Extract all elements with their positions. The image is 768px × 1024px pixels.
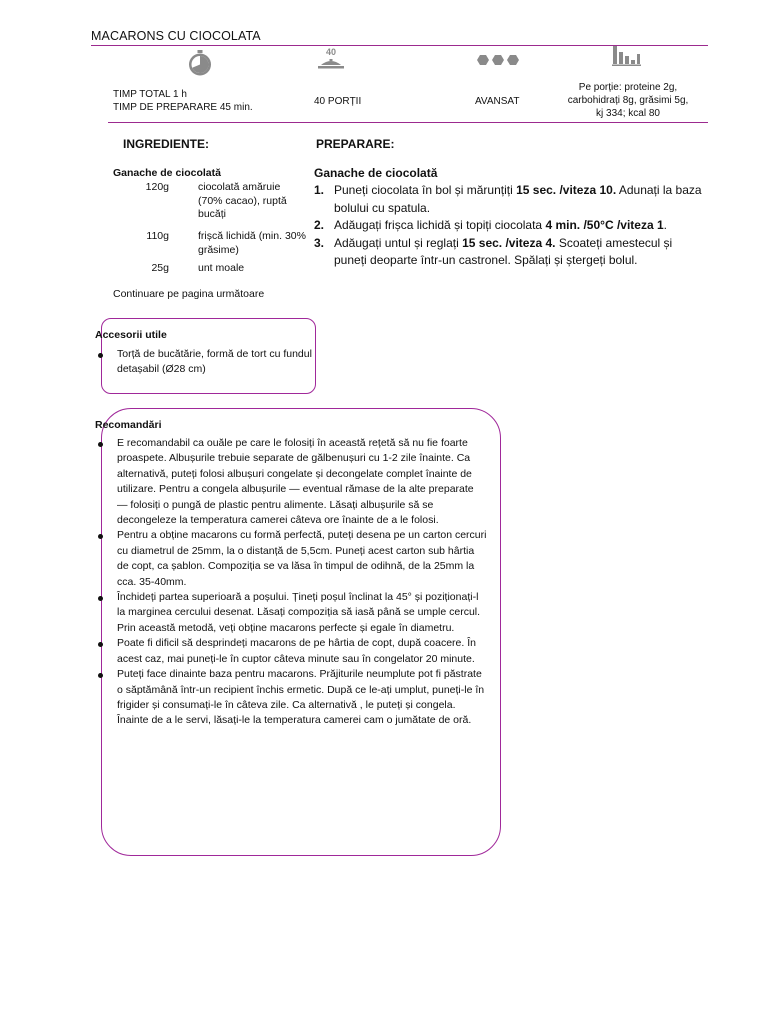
- difficulty-level: AVANSAT: [475, 96, 520, 107]
- recommendation-item: [117, 528, 487, 590]
- step-text: Adăugați frișca lichidă și topiți ciocolata: [334, 218, 546, 232]
- ingredient-desc-line: frișcă lichidă (min. 30%: [198, 230, 306, 242]
- recommendation-text: Poate fi dificil să desprindeți macarons de pe hârtia de copt, după coacere. În acest caz, mai puneți-le în cuptor câteva minute sau în congelator 20 minute.: [117, 637, 476, 665]
- step-text: .: [663, 218, 667, 232]
- ingredient-row: [123, 181, 323, 225]
- ingredient-qty: 120g: [145, 181, 169, 193]
- header-bottom-rule: [108, 122, 708, 123]
- time-prep: TIMP DE PREPARARE 45 min.: [113, 102, 253, 113]
- step-text: Scoateți amestecul și puneți deoparte într-un castronel. Spălați și ștergeți bolul.: [334, 235, 673, 267]
- step-setting: 15 sec. /viteza 10.: [516, 183, 617, 197]
- recommendation-text: Închideți partea superioară a poșului. Țineți poșul înclinat la 45° și poziționați-l la marginea cercului desenat. Lăsați compoziția să iasă până se umple cercul. Prin această metodă, veți obține macarons perfecte și egale în diametru.: [117, 591, 481, 634]
- preparation-step: [314, 235, 704, 270]
- nutrition-line-3: kj 334; kcal 80: [596, 108, 660, 119]
- servings-icon-number: 40: [325, 47, 336, 57]
- ingredient-desc-line: grăsime): [198, 243, 239, 256]
- continuation-note: Continuare pe pagina următoare: [113, 288, 265, 300]
- step-text: Adunați la baza bolului cu spatula.: [334, 183, 702, 215]
- recipe-title: MACARONS CU CIOCOLATA: [91, 29, 261, 43]
- recommendation-text: Pentru a obține macarons cu formă perfectă, puteți desena pe un carton cercuri cu diametrul de 25mm, la o distanță de 5,5cm. Puneți acest carton sub hârtia de copt, ca șablon. Compoziția se va lăsa în timpul de odihnă, de la 25mm la cca. 35-40mm.: [117, 529, 487, 588]
- step-number: 3.: [314, 235, 325, 250]
- ingredient-row: [123, 230, 323, 260]
- preparation-step: [314, 182, 704, 217]
- preparation-steps: [314, 182, 704, 270]
- recommendation-item: [117, 667, 487, 729]
- ingredient-qty: 110g: [146, 230, 169, 242]
- nutrition-info: [560, 81, 696, 120]
- ingredient-desc: [198, 181, 320, 222]
- recommendation-text: Puteți face dinainte baza pentru macarons. Prăjiturile neumplute pot fi păstrate o săptămână într-un recipient închis ermetic. După ce le-ați umplut, puneți-le în frigider și consumați-le în câteva zile. Ca alternativă , le puteți și congela. Înainte de a le servi, lăsați-le la temperatura camerei cam o jumătate de oră.: [117, 668, 485, 727]
- recommendations-title: Recomandări: [95, 419, 162, 431]
- step-text: Puneți ciocolata în bol și mărunțiți: [334, 183, 517, 197]
- bullet-icon: [98, 353, 103, 358]
- ingredient-desc-line: unt moale: [198, 262, 245, 274]
- nutrition-line-2: carbohidrați 8g, grăsimi 5g,: [567, 95, 689, 106]
- step-text: Adăugați untul și reglați: [334, 235, 463, 250]
- recommendation-item: [117, 636, 487, 667]
- nutrition-line-1: Pe porție: proteine 2g,: [578, 82, 678, 93]
- ingredient-desc-line: (70% cacao), ruptă: [198, 194, 287, 207]
- ingredients-subheading: Ganache de ciocolată: [113, 167, 221, 179]
- time-total: TIMP TOTAL 1 h: [113, 89, 187, 100]
- ingredient-desc-line: bucăți: [198, 208, 227, 220]
- preparation-subheading: Ganache de ciocolată: [314, 166, 438, 180]
- ingredient-desc: [198, 230, 320, 257]
- recommendations-list: [117, 436, 487, 729]
- step-number: 1.: [314, 183, 325, 197]
- preparation-step: [314, 217, 704, 235]
- timer-icon: [186, 49, 214, 77]
- accessory-item: [117, 347, 317, 378]
- nutrition-icon: [611, 45, 641, 67]
- accessories-title: Accesorii utile: [95, 329, 167, 341]
- ingredient-row: [123, 262, 323, 278]
- step-setting: 4 min. /50°C /viteza 1: [545, 218, 664, 232]
- step-number: 2.: [314, 218, 325, 232]
- servings-count: 40 PORȚII: [314, 96, 362, 107]
- recommendation-item: [117, 436, 487, 528]
- preparation-heading: PREPARARE:: [316, 137, 395, 151]
- ingredient-desc: [198, 262, 320, 276]
- servings-icon: [316, 47, 346, 73]
- step-setting: 15 sec. /viteza 4.: [462, 235, 556, 250]
- time-info: [113, 88, 253, 114]
- ingredient-desc-line: ciocolată amăruie: [198, 181, 281, 193]
- recommendation-text: E recomandabil ca ouăle pe care le folosiți în această rețetă să nu fie foarte proaspete. Albușurile trebuie separate de gălbenușuri cu 1-2 zile înainte. Ca alternativă, puteți folosi albușuri congelate și decongelate complet înainte de utilizare. Pentru a congela albușurile — eventual rămase de la alte preparate — folosiți o pungă de plastic pentru alimente. Lăsați albușurile să se decongeleze la temperatura camerei câteva ore înainte de a le folosi.: [117, 437, 474, 527]
- ingredient-qty: 25g: [151, 262, 169, 274]
- bullet-icon: [98, 442, 103, 447]
- difficulty-icon: [475, 53, 523, 67]
- accessory-text: Torță de bucătărie, formă de tort cu fundul detașabil (Ø28 cm): [117, 348, 312, 376]
- ingredients-heading: INGREDIENTE:: [123, 137, 210, 151]
- recommendation-item: [117, 590, 487, 636]
- accessories-list: [117, 347, 317, 378]
